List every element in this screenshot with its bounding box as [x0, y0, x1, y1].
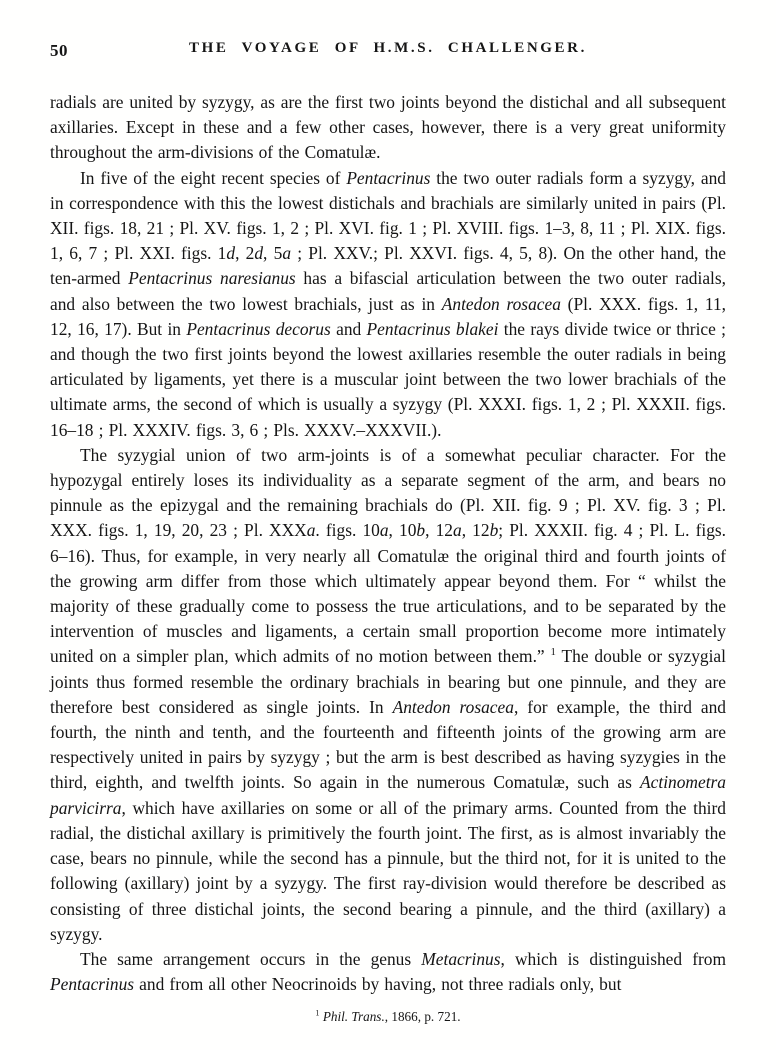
page-number: 50: [50, 41, 68, 60]
paragraph: The syzygial union of two arm-joints is of a somewhat peculiar character. For the hypozygal entirely loses its individuality as a separate segment of the arm, and bears no pinnule as the epizygal and the remaining brachials do (Pl. XII. fig. 9 ; Pl. XV. fig. 3 ; Pl. XXX. figs. 1, 19, 20, 23 ; Pl. XXXa. figs. 10a, 10b, 12a, 12b; Pl. XXXII. fig. 4 ; Pl. L. figs. 6–16). Thus, for example, in very nearly all Comatulæ the original third and fourth joints of the growing arm differ from those which ultimately appear beyond them. For “ whilst the majority of these gradually come to possess the true articulations, and to be separated by the intervention of muscles and ligaments, a certain small proportion become more intimately united on a simpler plan, which admits of no motion between them.” $^1$ The double or syzygial joints thus formed resemble the ordinary brachials in bearing but one pinnule, and they are therefore best considered as single joints. In Antedon rosacea, for example, the third and fourth, the ninth and tenth, and the fourteenth and fifteenth joints of the growing arm are respectively united in pairs by syzygy ; but the arm is best described as having syzygies in the third, eighth, and twelfth joints. So again in the numerous Comatulæ, such as Actinometra parvicirra, which have axillaries on some or all of the primary arms. Counted from the third radial, the distichal axillary is primitively the fourth joint. The first, as is almost invariably the case, bears no pinnule, while the second has a pinnule, but the third not, for it is united to the following (axillary) joint by a syzygy. The first ray-division would therefore be described as consisting of three distichal joints, the second bearing a pinnule, and the third (axillary) a syzygy.: [50, 444, 727, 944]
page-header: [50, 40, 726, 64]
paragraph: The same arrangement occurs in the genus Metacrinus, which is distinguished from Pentacrinus and from all other Neocrinoids by having, not three radials only, but: [50, 948, 726, 995]
paragraph: In five of the eight recent species of Pentacrinus the two outer radials form a syzygy, and in correspondence with this the lowest distichals and brachials are similarly united in pairs (Pl. XII. figs. 18, 21 ; Pl. XV. figs. 1, 2 ; Pl. XVI. fig. 1 ; Pl. XVIII. figs. 1–3, 8, 11 ; Pl. XIX. figs. 1, 6, 7 ; Pl. XXI. figs. 1d, 2d, 5a ; Pl. XXV.; Pl. XXVI. figs. 4, 5, 8). On the other hand, the ten-armed Pentacrinus naresianus has a bifascial articulation between the two outer radials, and also between the two lowest brachials, just as in Antedon rosacea (Pl. XXX. figs. 1, 11, 12, 16, 17). But in Pentacrinus decorus and Pentacrinus blakei the rays divide twice or thrice ; and though the two first joints beyond the lowest axillaries resemble the outer radials in being articulated by ligaments, yet there is a muscular joint between the two lower brachials of the ultimate arms, the second of which is usually a syzygy (Pl. XXXI. figs. 1, 2 ; Pl. XXXII. figs. 16–18 ; Pl. XXXIV. figs. 3, 6 ; Pls. XXXV.–XXXVII.).: [50, 167, 727, 440]
body-paragraphs: [50, 90, 726, 997]
paragraph: radials are united by syzygy, as are the first two joints beyond the distichal and all subsequent axillaries. Except in these and a few other cases, however, there is a very great uniformity throughout the arm-divisions of the Comatulæ.: [50, 92, 726, 163]
footnote: $^1$ Phil. Trans., 1866, p. 721.: [315, 1008, 461, 1025]
running-title: THE VOYAGE OF H.M.S. CHALLENGER.: [189, 40, 587, 56]
